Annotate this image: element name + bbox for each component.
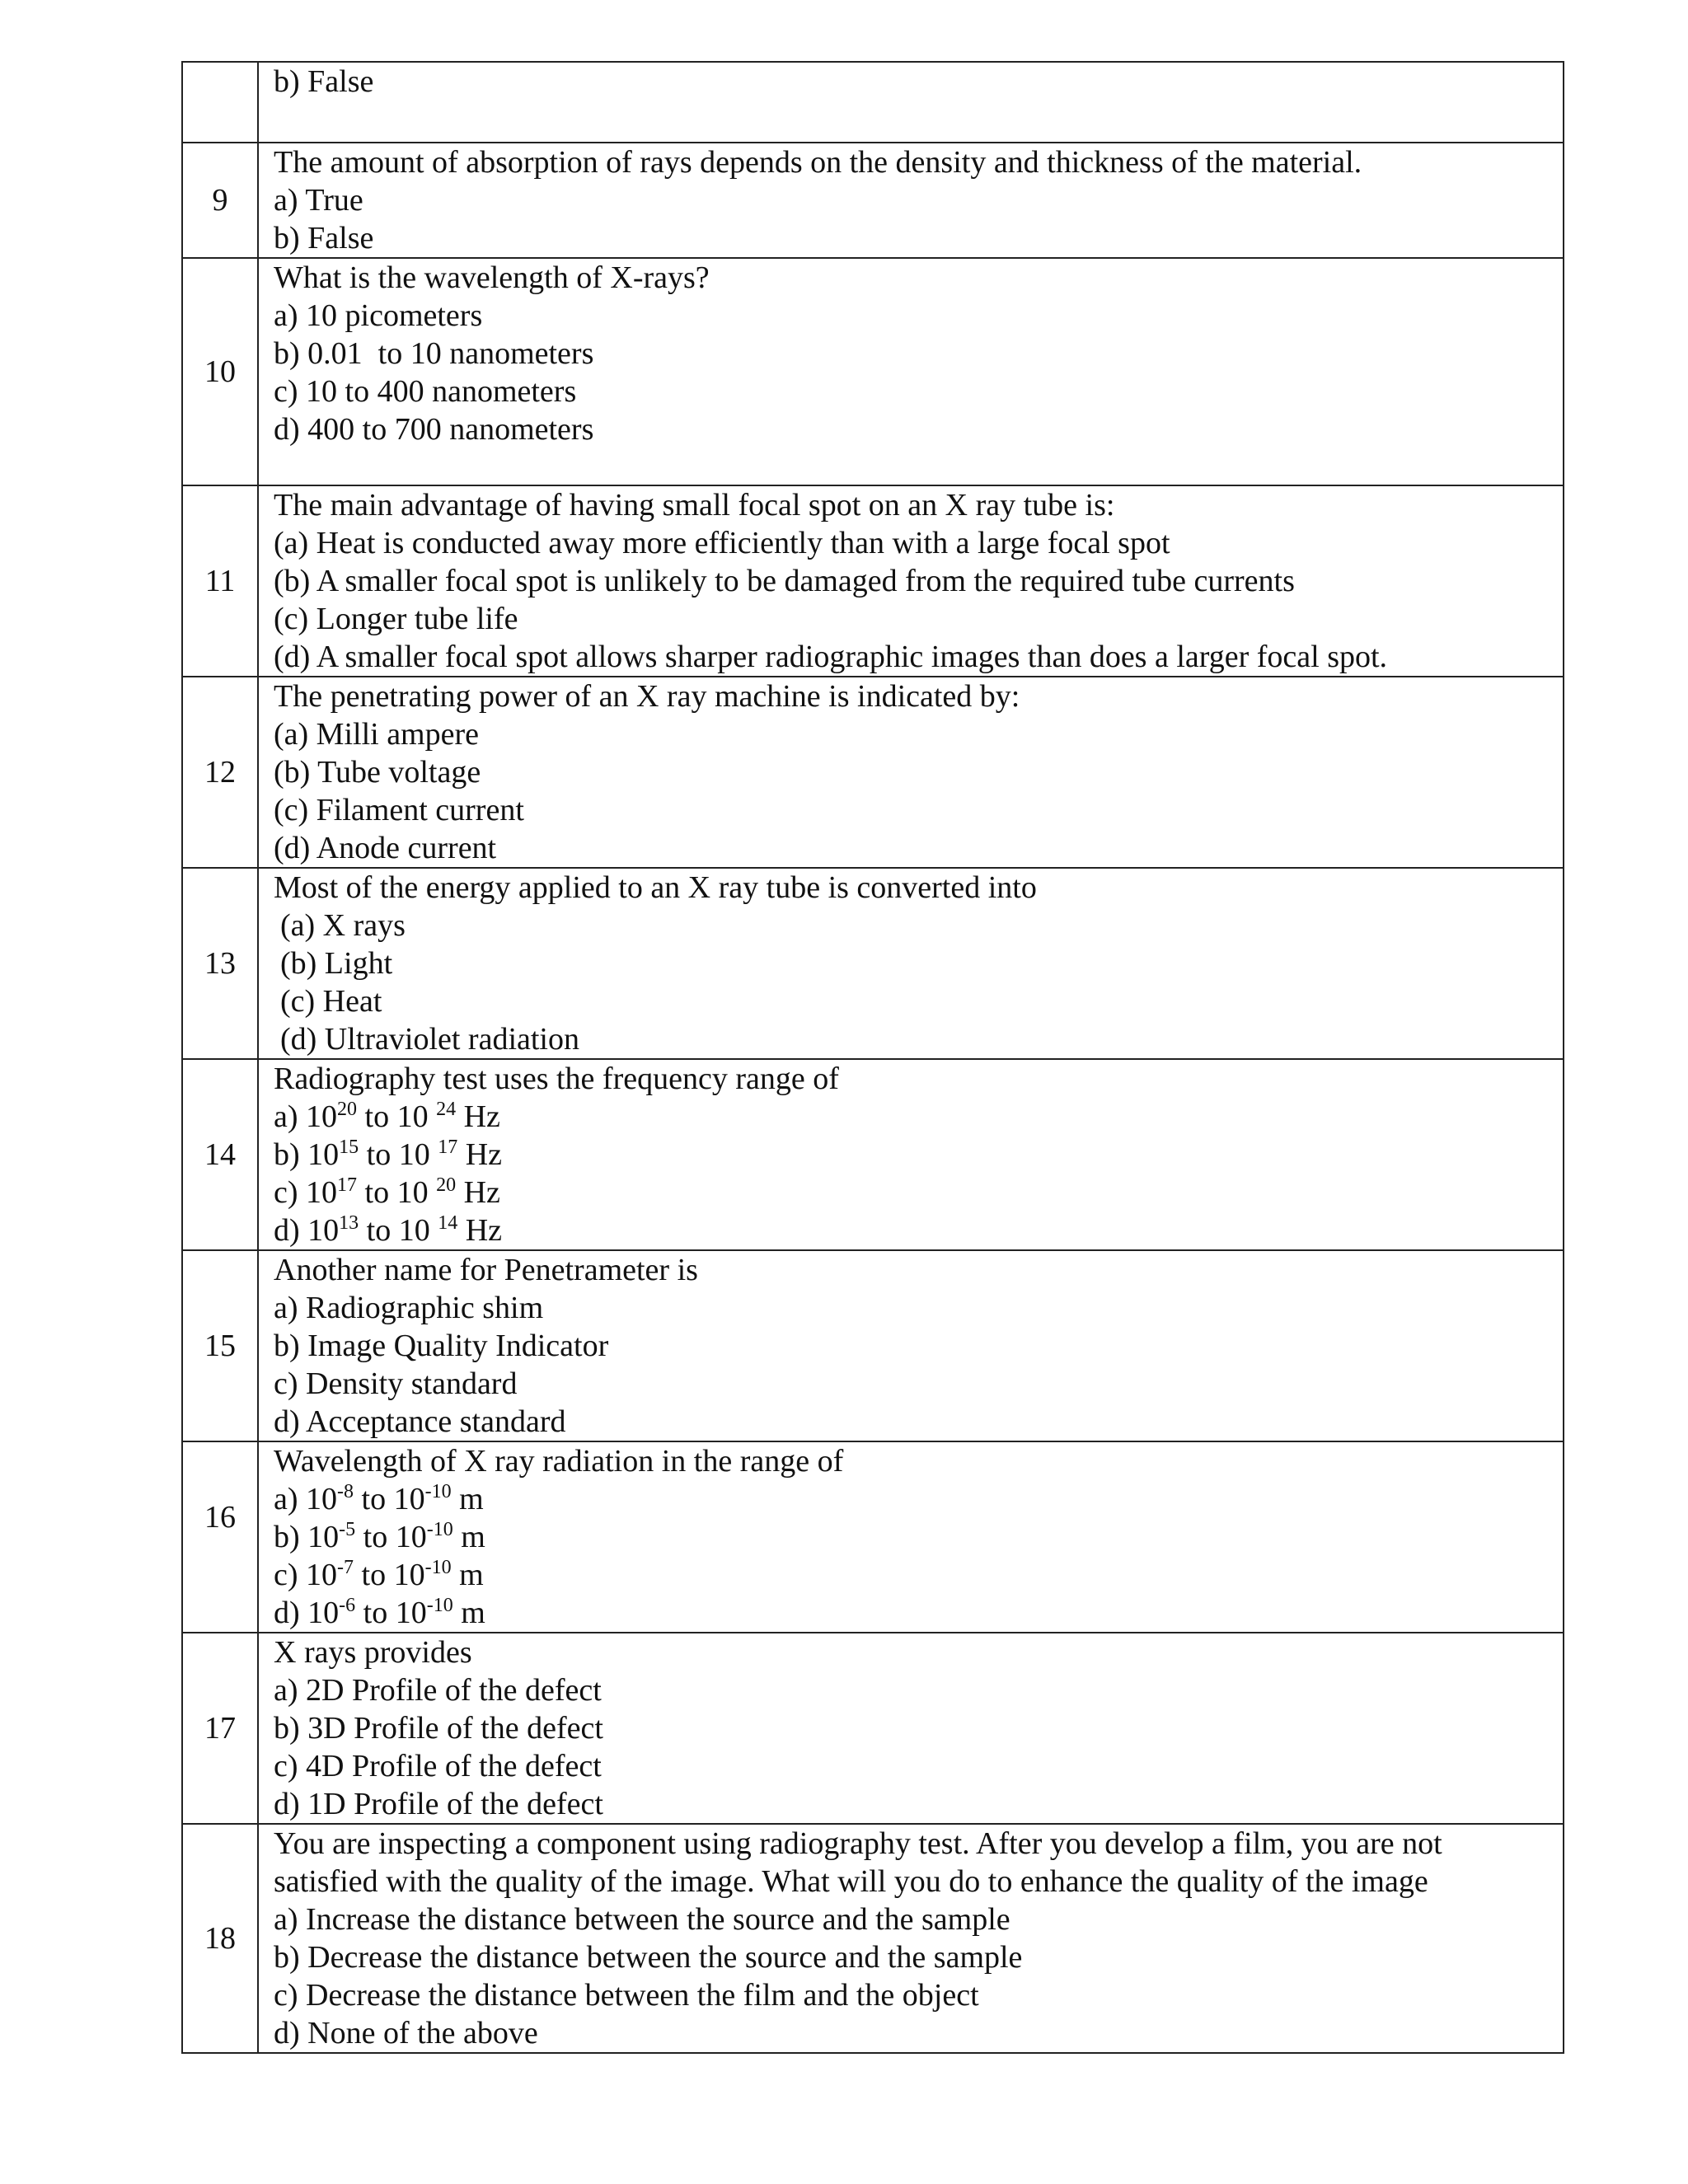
option: (c) Filament current <box>274 793 524 827</box>
option: b) False <box>274 64 374 99</box>
option: b) 3D Profile of the defect <box>274 1711 603 1746</box>
option-prefix: d) 10 <box>274 1596 340 1630</box>
question-number: 13 <box>182 868 258 1059</box>
table-row <box>182 1824 1564 2053</box>
question-text: Most of the energy applied to an X ray tube is converted into <box>274 870 1037 905</box>
option-unit: Hz <box>457 1137 503 1172</box>
question-cell <box>258 1250 1564 1441</box>
question-number: 12 <box>182 677 258 868</box>
option: (c) Longer tube life <box>274 602 518 636</box>
option-mid: to 10 <box>357 1175 437 1210</box>
option: a) Increase the distance between the source and the sample <box>274 1902 1010 1937</box>
option-mid: to 10 <box>357 1099 437 1134</box>
option-prefix: c) 10 <box>274 1175 338 1210</box>
question-text: You are inspecting a component using radiography test. After you develop a film, you are not <box>274 1826 1442 1861</box>
option: d) Acceptance standard <box>274 1404 566 1439</box>
option-unit: m <box>451 1482 484 1516</box>
option: (a) Milli ampere <box>274 717 480 752</box>
option-prefix: a) 10 <box>274 1099 338 1134</box>
table-row <box>182 1250 1564 1441</box>
question-text: The penetrating power of an X ray machine is indicated by: <box>274 679 1020 714</box>
option: b) Decrease the distance between the source and the sample <box>274 1940 1023 1975</box>
table-row <box>182 62 1564 143</box>
table-row <box>182 1441 1564 1633</box>
question-number: 17 <box>182 1633 258 1824</box>
option: (d) Anode current <box>274 831 497 865</box>
table-row <box>182 1059 1564 1250</box>
option: c) 10 to 400 nanometers <box>274 374 577 409</box>
question-number: 11 <box>182 485 258 677</box>
option-unit: Hz <box>457 1213 503 1248</box>
option-prefix: d) 10 <box>274 1213 340 1248</box>
table-row <box>182 868 1564 1059</box>
option: d) 1D Profile of the defect <box>274 1787 603 1821</box>
option: a) 2D Profile of the defect <box>274 1673 602 1708</box>
exponent: -10 <box>426 1519 453 1540</box>
question-text: X rays provides <box>274 1635 472 1670</box>
option: b) 0.01 to 10 nanometers <box>274 336 594 371</box>
exponent: 24 <box>436 1099 457 1120</box>
question-number: 15 <box>182 1250 258 1441</box>
option <box>274 1098 1563 1136</box>
question-cell <box>258 62 1564 143</box>
question-text: Another name for Penetrameter is <box>274 1253 698 1287</box>
option <box>274 1480 1563 1518</box>
question-number: 9 <box>182 143 258 258</box>
option-unit: Hz <box>456 1099 500 1134</box>
option-mid: to 10 <box>354 1558 425 1592</box>
option-unit: m <box>452 1596 485 1630</box>
option: (b) Light <box>280 946 393 981</box>
option <box>274 1136 1563 1174</box>
question-number: 10 <box>182 258 258 485</box>
exponent: 20 <box>436 1174 457 1196</box>
exponent: -6 <box>339 1595 356 1616</box>
option-mid: to 10 <box>354 1482 425 1516</box>
question-cell <box>258 677 1564 868</box>
option-prefix: b) 10 <box>274 1520 340 1554</box>
option-mid: to 10 <box>359 1137 438 1172</box>
question-cell <box>258 1824 1564 2053</box>
exponent: -10 <box>424 1557 452 1578</box>
question-table <box>181 61 1564 2054</box>
option: a) True <box>274 183 363 218</box>
option <box>274 1174 1563 1212</box>
exponent: 17 <box>337 1174 358 1196</box>
question-cell <box>258 485 1564 677</box>
option: a) 10 picometers <box>274 298 483 333</box>
question-cell <box>258 258 1564 485</box>
option: c) Decrease the distance between the film and the object <box>274 1978 979 2013</box>
option-prefix: c) 10 <box>274 1558 338 1592</box>
table-row <box>182 677 1564 868</box>
question-text: Radiography test uses the frequency range of <box>274 1062 839 1096</box>
question-number: 16 <box>182 1441 258 1633</box>
option: d) None of the above <box>274 2016 538 2050</box>
exponent: -10 <box>424 1481 452 1502</box>
option-prefix: a) 10 <box>274 1482 338 1516</box>
option: (a) Heat is conducted away more efficiently than with a large focal spot <box>274 526 1170 560</box>
option: (b) A smaller focal spot is unlikely to be damaged from the required tube currents <box>274 564 1295 598</box>
option-unit: m <box>452 1520 485 1554</box>
exponent: -8 <box>337 1481 354 1502</box>
question-cell <box>258 143 1564 258</box>
question-text: Wavelength of X ray radiation in the range of <box>274 1444 844 1479</box>
question-cell <box>258 1633 1564 1824</box>
option: b) False <box>274 221 374 255</box>
question-cell <box>258 1059 1564 1250</box>
option: (b) Tube voltage <box>274 755 481 790</box>
exponent: 17 <box>438 1137 458 1158</box>
option: b) Image Quality Indicator <box>274 1329 609 1363</box>
option-mid: to 10 <box>355 1520 427 1554</box>
table-row <box>182 485 1564 677</box>
option <box>274 1518 1563 1556</box>
exponent: -7 <box>337 1557 354 1578</box>
option-unit: m <box>451 1558 484 1592</box>
option <box>274 1594 1563 1632</box>
option: d) 400 to 700 nanometers <box>274 412 594 447</box>
option: (d) Ultraviolet radiation <box>280 1022 579 1057</box>
question-number <box>182 62 258 143</box>
question-text: What is the wavelength of X-rays? <box>274 260 710 295</box>
question-cell <box>258 868 1564 1059</box>
exponent: 14 <box>438 1212 458 1234</box>
exponent: -10 <box>426 1595 453 1616</box>
exponent: 20 <box>337 1099 358 1120</box>
option: c) 4D Profile of the defect <box>274 1749 602 1783</box>
exponent: 13 <box>339 1212 359 1234</box>
option: (d) A smaller focal spot allows sharper radiographic images than does a larger focal spot. <box>274 640 1388 674</box>
exponent: 15 <box>339 1137 359 1158</box>
question-text: satisfied with the quality of the image. What will you do to enhance the quality of the image <box>274 1864 1428 1899</box>
table-row <box>182 143 1564 258</box>
question-text: The main advantage of having small focal spot on an X ray tube is: <box>274 488 1115 523</box>
option: a) Radiographic shim <box>274 1291 544 1325</box>
option-mid: to 10 <box>355 1596 427 1630</box>
option <box>274 1212 1563 1249</box>
option <box>274 1556 1563 1594</box>
question-number: 14 <box>182 1059 258 1250</box>
question-text: The amount of absorption of rays depends on the density and thickness of the material. <box>274 145 1362 180</box>
option: (c) Heat <box>280 984 382 1019</box>
exponent: -5 <box>339 1519 356 1540</box>
option-unit: Hz <box>456 1175 500 1210</box>
question-cell <box>258 1441 1564 1633</box>
table-row <box>182 1633 1564 1824</box>
option: c) Density standard <box>274 1366 518 1401</box>
option: (a) X rays <box>280 908 406 943</box>
option-mid: to 10 <box>359 1213 438 1248</box>
table-row <box>182 258 1564 485</box>
question-number: 18 <box>182 1824 258 2053</box>
option-prefix: b) 10 <box>274 1137 340 1172</box>
